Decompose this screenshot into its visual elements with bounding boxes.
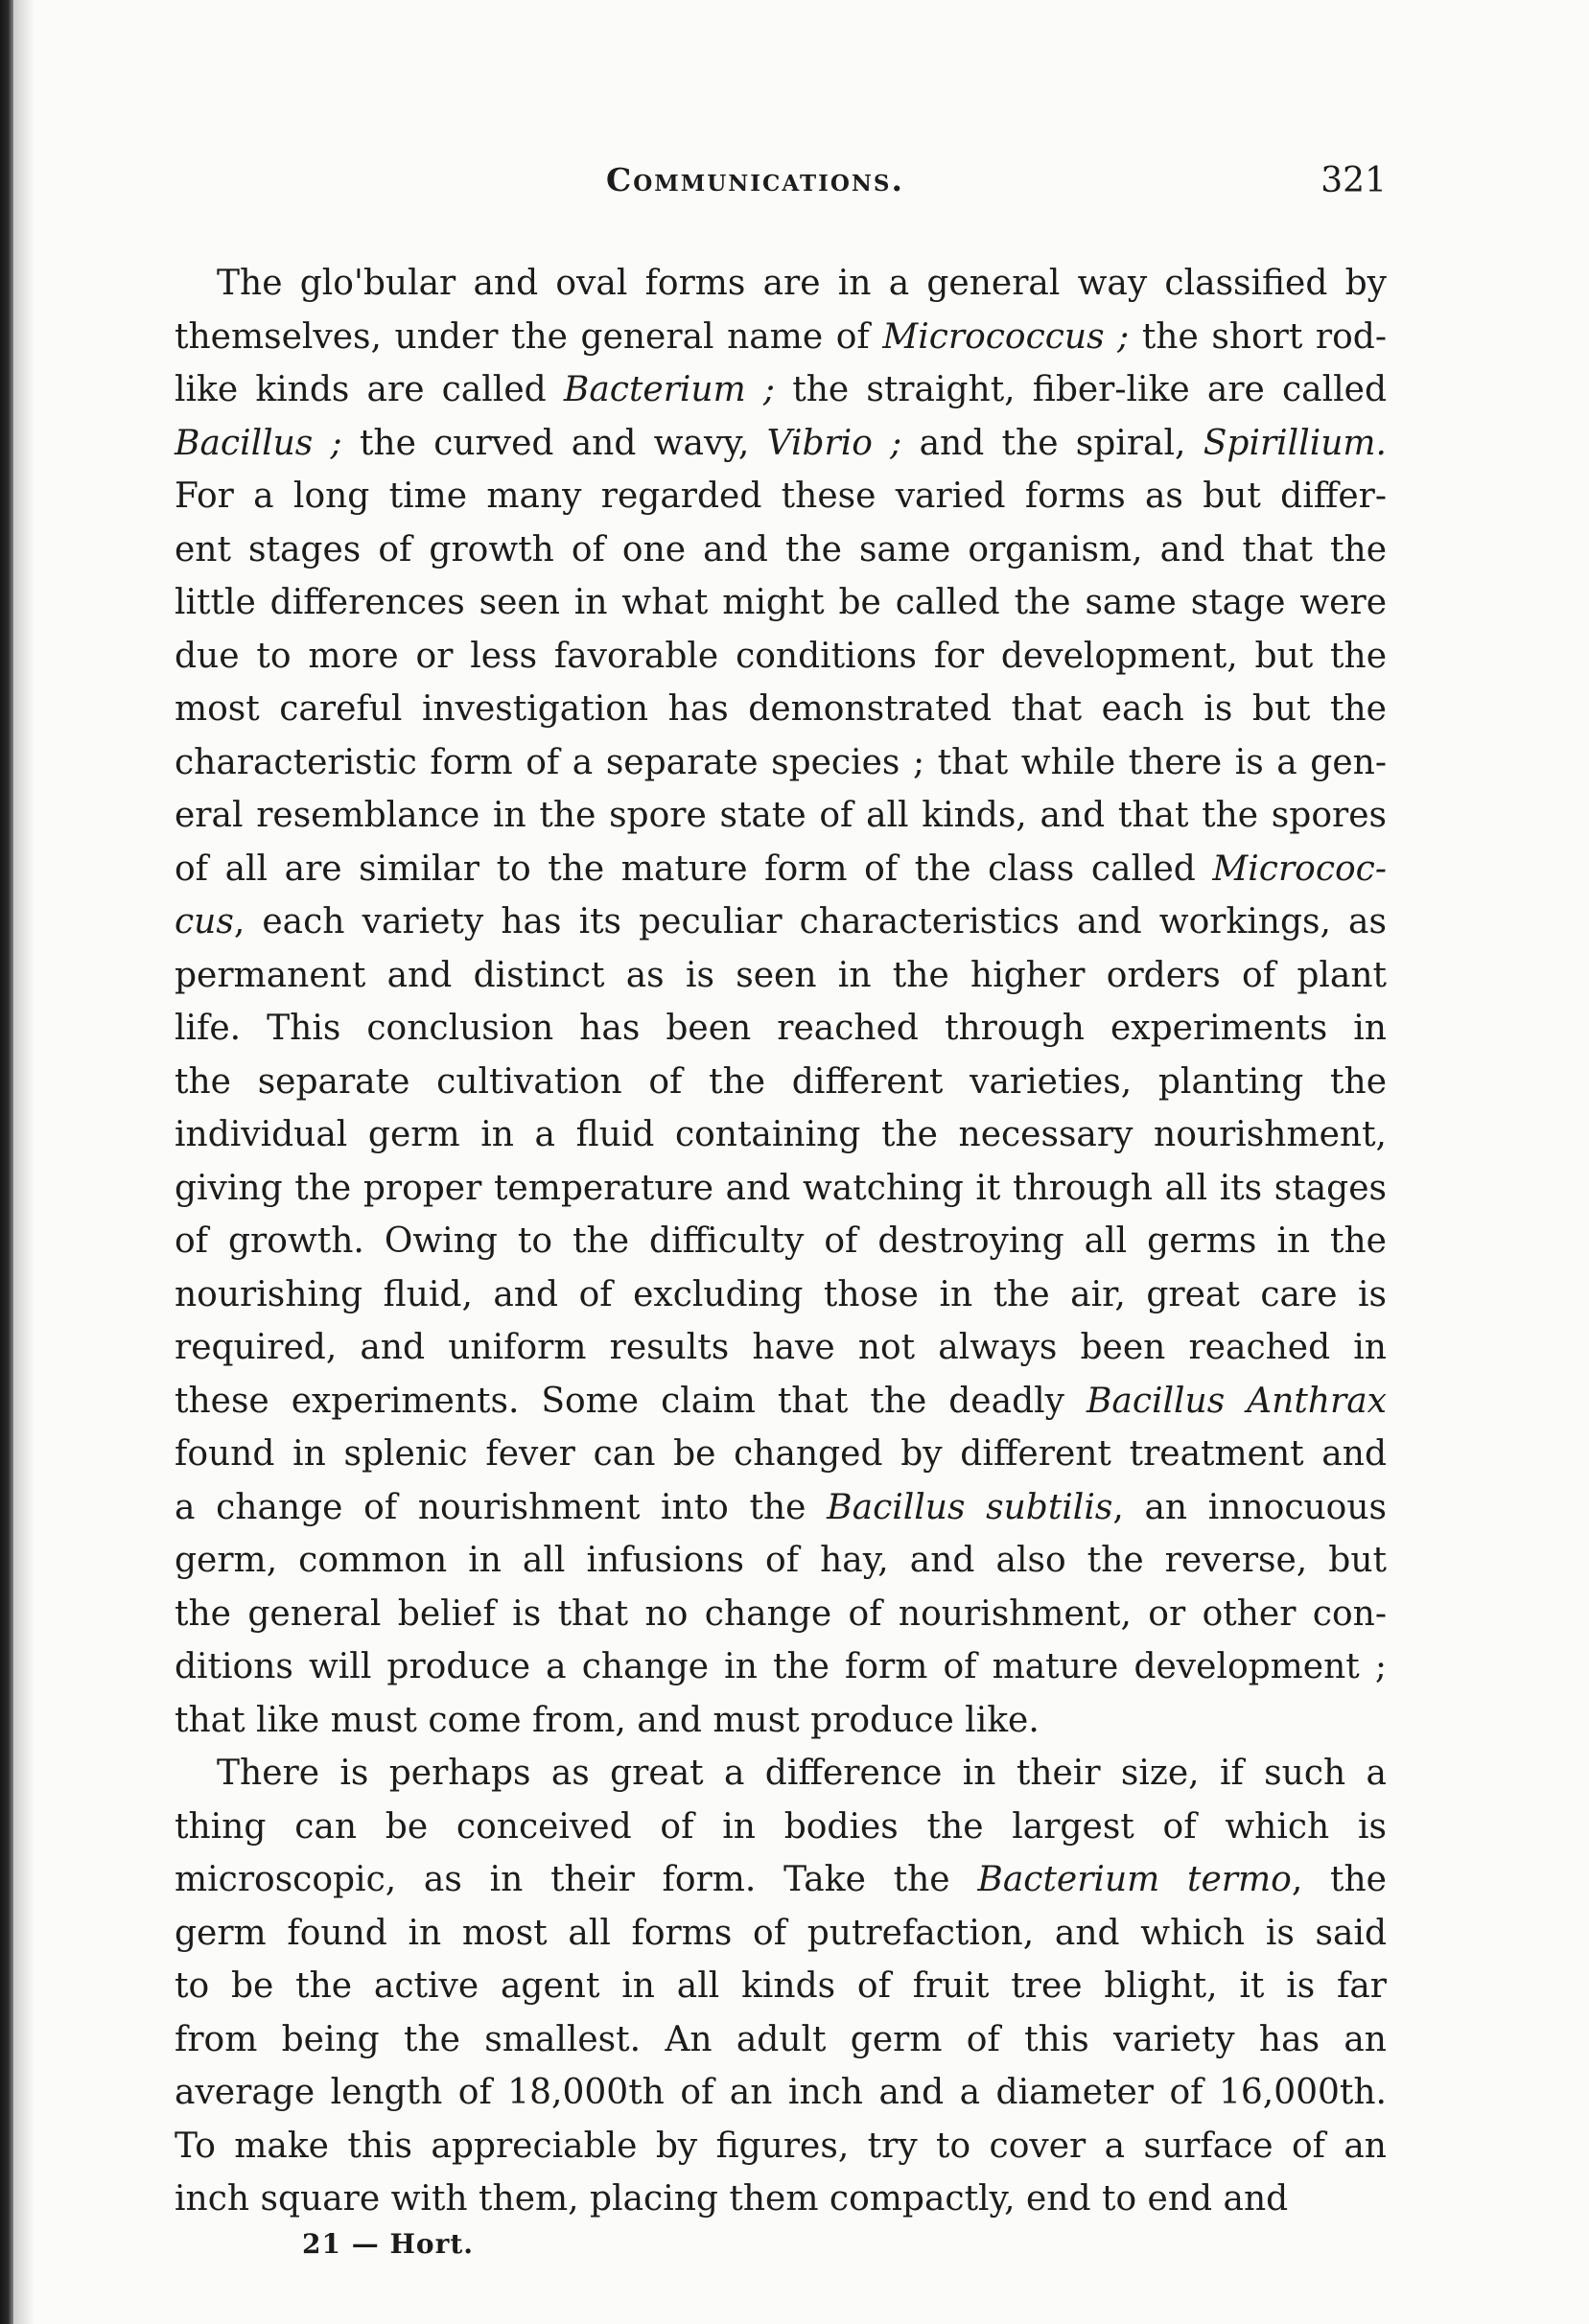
text-line: germ found in most all forms of putrefaction, and which is said xyxy=(175,1913,1387,1953)
text-line: themselves, under the general name of Micrococcus ; the short rod- xyxy=(175,316,1388,357)
text-line: Bacillus ; the curved and wavy, Vibrio ; and the spiral, Spirillium. xyxy=(175,423,1387,463)
text-line: the separate cultivation of the different varieties, planting the xyxy=(175,1061,1387,1102)
text-line: ent stages of growth of one and the same organism, and that the xyxy=(175,529,1387,569)
text-line: There is perhaps as great a difference in their size, if such a xyxy=(217,1754,1387,1793)
text-line: the general belief is that no change of nourishment, or other con- xyxy=(175,1593,1387,1634)
text-line: a change of nourishment into the Bacillus subtilis, an innocuous xyxy=(175,1487,1388,1527)
text-line: permanent and distinct as is seen in the higher orders of plant xyxy=(175,955,1387,995)
paragraph xyxy=(175,257,1387,1747)
italic-term: Bacillus ; xyxy=(175,423,342,463)
italic-term: Bacillus Anthrax xyxy=(1086,1381,1387,1421)
text-line: individual germ in a fluid containing the necessary nourishment, xyxy=(175,1115,1387,1154)
italic-term: Micrococcus ; xyxy=(882,316,1130,357)
text-line: cus, each variety has its peculiar characteristics and workings, as xyxy=(175,902,1387,941)
text-line: ditions will produce a change in the form of mature development ; xyxy=(175,1647,1387,1686)
text-line: germ, common in all infusions of hay, and also the reverse, but xyxy=(175,1541,1387,1580)
text-line: average length of 18,000th of an inch and a diameter of 16,000th. xyxy=(175,2073,1387,2112)
running-head xyxy=(175,161,1387,209)
text-line: of growth. Owing to the difficulty of destroying all germs in the xyxy=(175,1221,1387,1261)
text-line: like kinds are called Bacterium ; the straight, fiber-like are called xyxy=(175,370,1388,409)
text-line: of all are similar to the mature form of the class called Micrococ- xyxy=(175,848,1387,889)
text-line: little differences seen in what might be called the same stage were xyxy=(175,583,1387,622)
page-number: 321 xyxy=(1320,161,1387,200)
italic-term: cus xyxy=(175,902,234,941)
paragraph xyxy=(175,1747,1387,2226)
text-line: nourishing fluid, and of excluding those in the air, great care is xyxy=(175,1274,1387,1314)
text-line: required, and uniform results have not always been reached in xyxy=(175,1328,1387,1367)
text-line: eral resemblance in the spore state of all kinds, and that the spores xyxy=(175,796,1387,835)
italic-term: Micrococ- xyxy=(1212,848,1387,889)
text-line: from being the smallest. An adult germ of this variety has an xyxy=(175,2019,1387,2059)
italic-term: Spirillium. xyxy=(1203,423,1387,463)
text-line: inch square with them, placing them compactly, end to end and xyxy=(175,2179,1289,2219)
text-line: To make this appreciable by figures, try to cover a surface of an xyxy=(175,2126,1387,2166)
text-line: thing can be conceived of in bodies the largest of which is xyxy=(175,1806,1387,1847)
text-line: giving the proper temperature and watching it through all its stages xyxy=(175,1168,1387,1208)
gutter-shadow xyxy=(13,0,35,2324)
italic-term: Bacillus subtilis xyxy=(827,1487,1113,1527)
text-line: life. This conclusion has been reached through experiments in xyxy=(175,1009,1387,1048)
text-line: For a long time many regarded these varied forms as but differ- xyxy=(175,476,1387,516)
text-line: that like must come from, and must produce like. xyxy=(175,1700,1040,1740)
text-line: these experiments. Some claim that the deadly Bacillus Anthrax xyxy=(175,1381,1387,1421)
italic-term: Vibrio ; xyxy=(766,423,902,463)
text-line: characteristic form of a separate species ; that while there is a gen- xyxy=(175,742,1387,782)
text-line: found in splenic fever can be changed by different treatment and xyxy=(175,1434,1387,1474)
running-title: Communications. xyxy=(606,161,904,198)
body-text xyxy=(175,257,1387,2226)
book-binding-edge xyxy=(0,0,13,2324)
text-line: The glo'bular and oval forms are in a general way classified by xyxy=(217,264,1387,303)
text-line: due to more or less favorable conditions for development, but the xyxy=(175,636,1387,676)
text-line: to be the active agent in all kinds of fruit tree blight, it is far xyxy=(175,1966,1387,2006)
italic-term: Bacterium ; xyxy=(563,370,776,409)
text-line: microscopic, as in their form. Take the Bacterium termo, the xyxy=(175,1860,1387,1899)
italic-term: Bacterium termo xyxy=(977,1860,1292,1899)
text-line: most careful investigation has demonstrated that each is but the xyxy=(175,689,1387,729)
signature-mark: 21 — Hort. xyxy=(302,2228,475,2260)
